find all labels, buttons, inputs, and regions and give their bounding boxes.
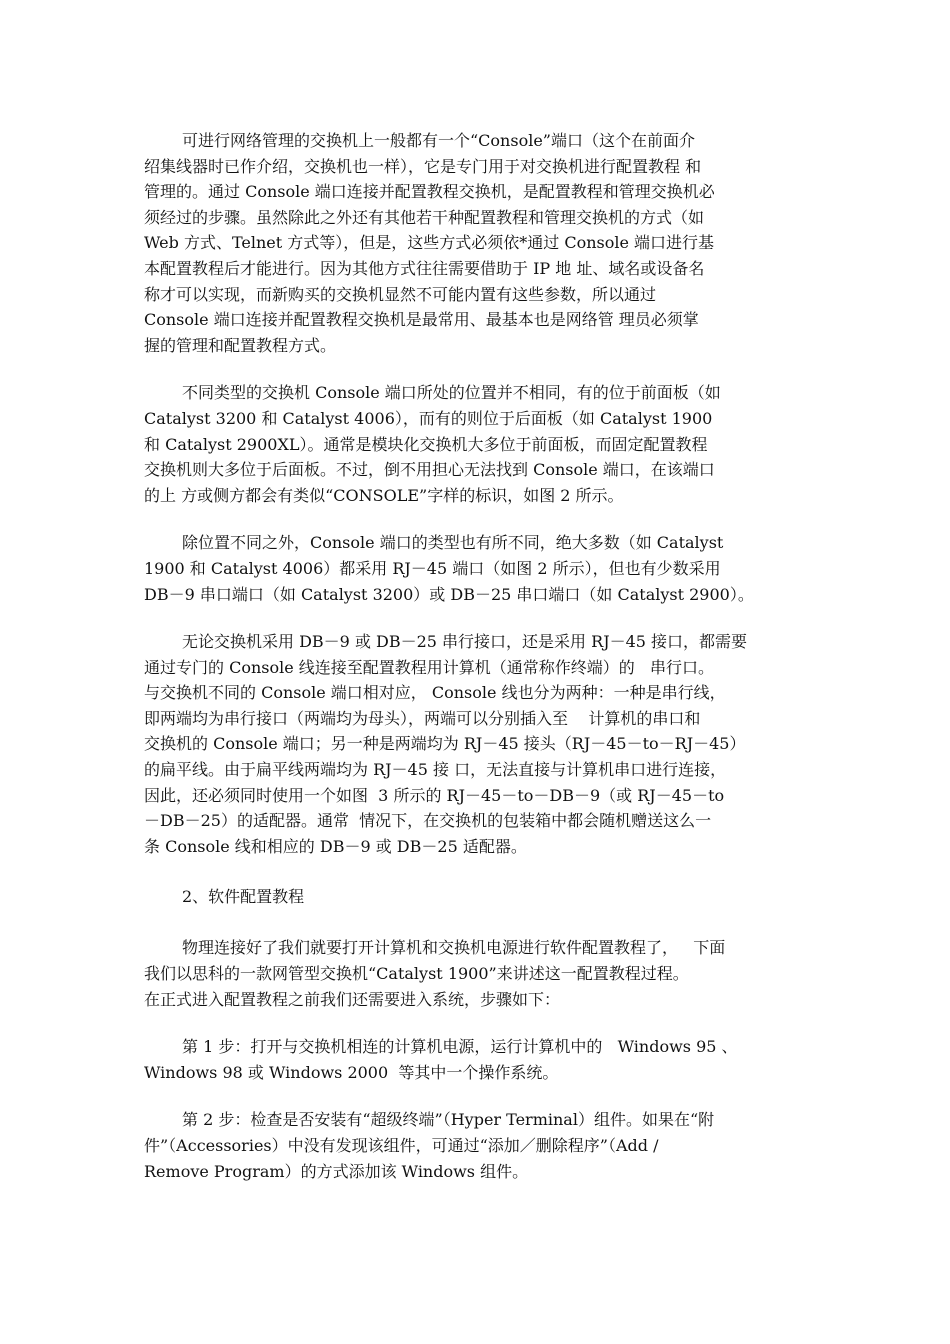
section-heading	[144, 881, 808, 913]
text-line: 即两端均为串行接口（两端均为母头），两端可以分别插入至 计算机的串口和	[144, 708, 701, 728]
text-line: Remove Program）的方式添加该 Windows 组件。	[144, 1161, 529, 1181]
text-line: 无论交换机采用 DB－9 或 DB－25 串行接口，还是采用 RJ－45 接口，都需要	[182, 632, 748, 652]
text-line: 我们以思科的一款网管型交换机“Catalyst 1900”来讲述这一配置教程过程。	[144, 964, 689, 984]
text-line: 1900 和 Catalyst 4006）都采用 RJ－45 端口（如图 2 所示），但也有少数采用	[144, 558, 721, 578]
text-line: 通过专门的 Console 线连接至配置教程用计算机（通常称作终端）的 串行口。	[144, 657, 715, 677]
text-line: 交换机则大多位于后面板。不过，倒不用担心无法找到 Console 端口，在该端口	[144, 460, 715, 480]
text-line: DB－9 串口端口（如 Catalyst 3200）或 DB－25 串口端口（如 Catalyst 2900）。	[144, 584, 754, 604]
text-line: 管理的。通过 Console 端口连接并配置教程交换机，是配置教程和管理交换机必	[144, 182, 715, 202]
text-line: 交换机的 Console 端口；另一种是两端均为 RJ－45 接头（RJ－45－to－RJ－45）	[144, 734, 746, 754]
text-line: Web 方式、Telnet 方式等），但是，这些方式必须依*通过 Console 端口进行基	[144, 233, 715, 253]
text-line: 除位置不同之外，Console 端口的类型也有所不同，绝大多数（如 Catalyst	[182, 533, 724, 553]
paragraph-software-config-intro	[144, 935, 808, 1012]
text-line: 件”（Accessories）中没有发现该组件，可通过“添加／删除程序”（Add /	[144, 1136, 659, 1155]
text-line: 条 Console 线和相应的 DB－9 或 DB－25 适配器。	[144, 836, 527, 856]
text-line: 不同类型的交换机 Console 端口所处的位置并不相同，有的位于前面板（如	[182, 383, 721, 403]
text-line: 须经过的步骤。虽然除此之外还有其他若干种配置教程和管理交换机的方式（如	[144, 207, 705, 227]
text-line: 物理连接好了我们就要打开计算机和交换机电源进行软件配置教程了， 下面	[182, 938, 726, 958]
text-line: 在正式进入配置教程之前我们还需要进入系统，步骤如下：	[144, 989, 561, 1009]
paragraph-console-port-location	[144, 380, 808, 508]
text-line: 第 1 步：打开与交换机相连的计算机电源，运行计算机中的 Windows 95 、	[182, 1037, 738, 1057]
heading-text: 2、软件配置教程	[182, 887, 305, 907]
document-page	[144, 128, 808, 1184]
text-line: 的上 方或侧方都会有类似“CONSOLE”字样的标识，如图 2 所示。	[144, 485, 624, 505]
text-line: 握的管理和配置教程方式。	[144, 335, 337, 355]
paragraph-step-2	[144, 1107, 808, 1184]
text-line: 绍集线器时已作介绍，交换机也一样），它是专门用于对交换机进行配置教程 和	[144, 156, 702, 176]
paragraph-intro-console-port	[144, 128, 808, 358]
text-line: 和 Catalyst 2900XL）。通常是模块化交换机大多位于前面板，而固定配置教程	[144, 434, 708, 454]
paragraph-console-port-types	[144, 530, 808, 607]
text-line: Catalyst 3200 和 Catalyst 4006），而有的则位于后面板（如 Catalyst 1900	[144, 408, 713, 428]
text-line: 的扁平线。由于扁平线两端均为 RJ－45 接 口，无法直接与计算机串口进行连接，	[144, 760, 727, 780]
text-line: 本配置教程后才能进行。因为其他方式往往需要借助于 IP 地 址、域名或设备名	[144, 258, 705, 278]
text-line: 与交换机不同的 Console 端口相对应， Console 线也分为两种：一种是串行线，	[144, 683, 726, 703]
text-line: －DB－25）的适配器。通常 情况下，在交换机的包装箱中都会随机赠送这么一	[144, 811, 712, 831]
paragraph-step-1	[144, 1034, 808, 1085]
text-line: Windows 98 或 Windows 2000 等其中一个操作系统。	[144, 1062, 559, 1082]
text-line: 第 2 步：检查是否安装有“超级终端”（Hyper Terminal）组件。如果在“附	[182, 1110, 715, 1130]
text-line: 称才可以实现，而新购买的交换机显然不可能内置有这些参数，所以通过	[144, 284, 657, 304]
text-line: 可进行网络管理的交换机上一般都有一个“Console”端口（这个在前面介	[182, 131, 695, 150]
text-line: Console 端口连接并配置教程交换机是最常用、最基本也是网络管 理员必须掌	[144, 310, 699, 330]
paragraph-console-cables	[144, 629, 808, 859]
text-line: 因此，还必须同时使用一个如图 3 所示的 RJ－45－to－DB－9（或 RJ－45－to	[144, 785, 725, 805]
